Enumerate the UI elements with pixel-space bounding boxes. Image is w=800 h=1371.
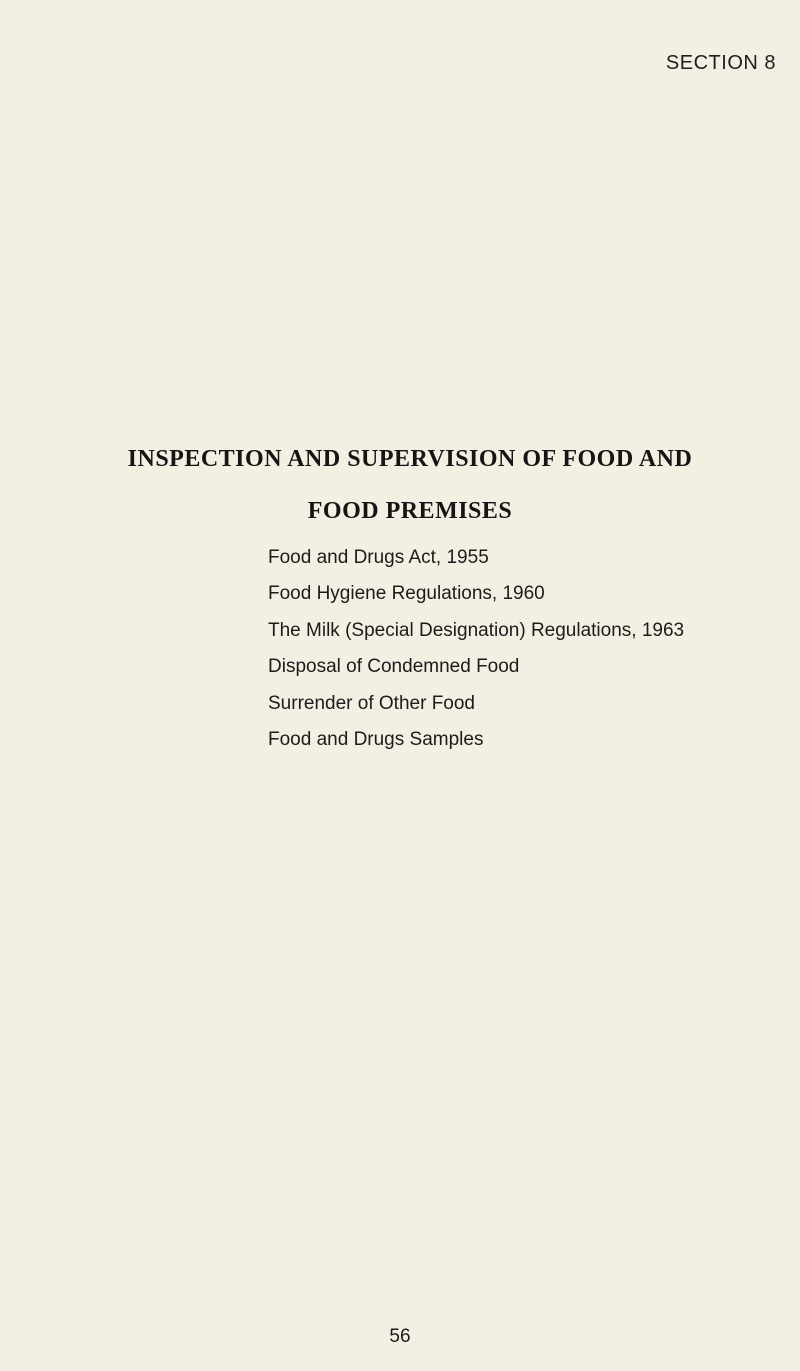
- title-line-1: INSPECTION AND SUPERVISION OF FOOD AND: [127, 446, 693, 472]
- list-item: Food Hygiene Regulations, 1960: [268, 583, 545, 605]
- list-item: Food and Drugs Act, 1955: [268, 547, 489, 568]
- list-item: The Milk (Special Designation) Regulations, 1963: [268, 619, 685, 641]
- section-label: SECTION 8: [665, 52, 776, 74]
- page-number: 56: [389, 1326, 411, 1347]
- list-item: Disposal of Condemned Food: [268, 656, 520, 678]
- list-item: Food and Drugs Samples: [268, 729, 484, 751]
- contents-list: [268, 540, 684, 758]
- list-item: Surrender of Other Food: [268, 692, 475, 714]
- title-line-2: FOOD PREMISES: [307, 498, 513, 524]
